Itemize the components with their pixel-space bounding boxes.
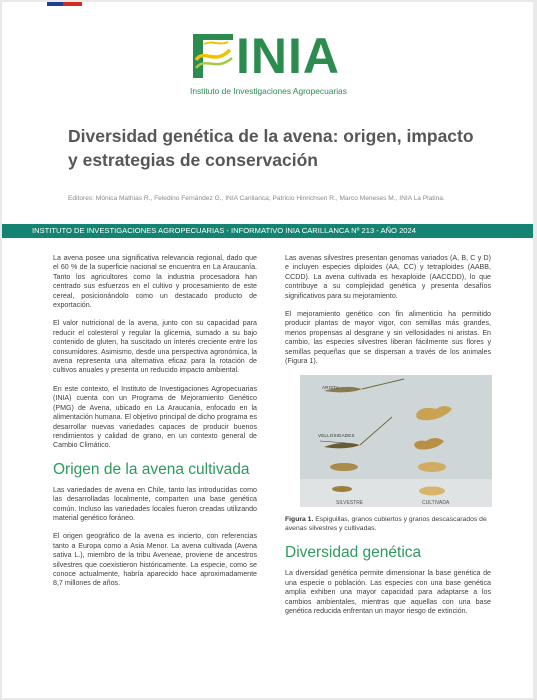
figure-label-cultivada: CULTIVADA — [422, 500, 450, 507]
left-column — [53, 254, 257, 598]
figure-label-vellosidades: VELLOSIDADES — [318, 433, 355, 439]
paragraph: El valor nutricional de la avena, junto con su capacidad para reducir el colesterol y regular la glicemia, sumado a su bajo contenido de gluten, ha suscitado un interés creciente entre los consumidores. Asimismo, desde una perspectiva agronómica, la avena representa una alternativa eficaz para la rotación de cultivos anuales y presenta un reducido impacto ambiental. — [53, 319, 257, 375]
paragraph: El mejoramiento genético con fin alimenticio ha permitido producir plantas de mayor vigor, con semillas más grandes, menos propensas al desgrane y sin vellosidades ni aristas. En cambio, las especies silvestres liberan fácilmente sus flores y semillas pequeñas que se dispersan a través de los animales (Figura 1). — [285, 310, 491, 366]
paragraph: La diversidad genética permite dimensionar la base genética de una especie o población. Las especies con una base genética amplia exhiben una mayor capacidad para adaptarse a los cambios ambientales, mientras que aquellas con una base genética reducida enfrentan un mayor riesgo de extinción. — [285, 569, 491, 616]
section-title-diversidad: Diversidad genética — [285, 544, 422, 562]
paragraph: La avena posee una significativa relevancia regional, dado que el 60 % de la superficie nacional se encuentra en La Araucanía. Tanto los agricultores como la industria procesadora han centrado sus esfuerzos en el cultivo y procesamiento de este cereal, posicionándolo como un destacado producto de exportación. — [53, 254, 257, 310]
paragraph: El origen geográfico de la avena es incierto, con referencias tanto a Europa como a Asia Menor. La avena cultivada (Avena sativa L.), miembro de la tribu Aveneae, proviene de ancestros silvestres que coexistieron históricamente. La especie, como se conoce actualmente, habría aparecido hace aproximadamente 8,7 millones de años. — [53, 532, 257, 588]
document-page — [2, 2, 533, 698]
inia-logo — [190, 30, 360, 100]
editors-line: Editores: Mónica Mathias R., Feledino Fernández G., INIA Carillanca; Patricio Hinrichsen R., Marco Meneses M., INIA La Platina. — [68, 195, 445, 202]
figure-caption — [285, 515, 491, 533]
banner-text: INSTITUTO DE INVESTIGACIONES AGROPECUARIAS - INFORMATIVO INIA CARILLANCA Nº 213 - AÑO 2024 — [32, 226, 416, 235]
inia-logo-mark-icon — [190, 30, 236, 82]
figure-label-arista: ARISTA — [322, 385, 340, 391]
logo-wordmark: INIA — [236, 28, 340, 84]
paragraph: Las avenas silvestres presentan genomas variados (A, B, C y D) e incluyen especies diploides (AA, CC) y tetraploides (AABB, CCDD). La avena cultivada es hexaploide (AACCDD), lo que contribuye a su complejidad genética y presenta desafíos significativos para su mejoramiento. — [285, 254, 491, 300]
publication-banner — [2, 224, 533, 238]
paragraph: En este contexto, el Instituto de Investigaciones Agropecuarias (INIA) cuenta con un Programa de Mejoramiento Genético (PMG) de Avena, ubicado en La Araucanía, enfocado en la alimentación humana. El objetivo principal de dicho programa es desarrollar nuevas variedades capaces de producir buenos rendimientos y calidad de grano, en un contexto general de Cambio Climático. — [53, 384, 257, 450]
flag-blue-stripe — [47, 2, 63, 6]
paragraph: Las variedades de avena en Chile, tanto las introducidas como las desarrolladas localmente, comparten una base genética común. Incluso las variedades locales fueron creadas utilizando material genético foráneo. — [53, 485, 257, 522]
flag-red-stripe — [63, 2, 82, 6]
figure-caption-prefix: Figura 1. — [285, 516, 314, 524]
document-title: Diversidad genética de la avena: origen, impacto y estrategias de conservación — [68, 126, 474, 170]
oat-grains-illustration — [300, 375, 492, 507]
figure-label-silvestre: SILVESTRE — [336, 500, 364, 507]
section-title-origen: Origen de la avena cultivada — [53, 460, 250, 478]
figure-caption-text: Espiguillas, granos cubiertos y granos descascarados de avenas silvestres y cultivadas. — [285, 516, 487, 533]
logo-subtitle: Instituto de Investigaciones Agropecuarias — [190, 86, 347, 96]
right-column — [285, 254, 491, 626]
oat-figure-image — [300, 375, 492, 507]
flag-bar — [47, 2, 82, 6]
